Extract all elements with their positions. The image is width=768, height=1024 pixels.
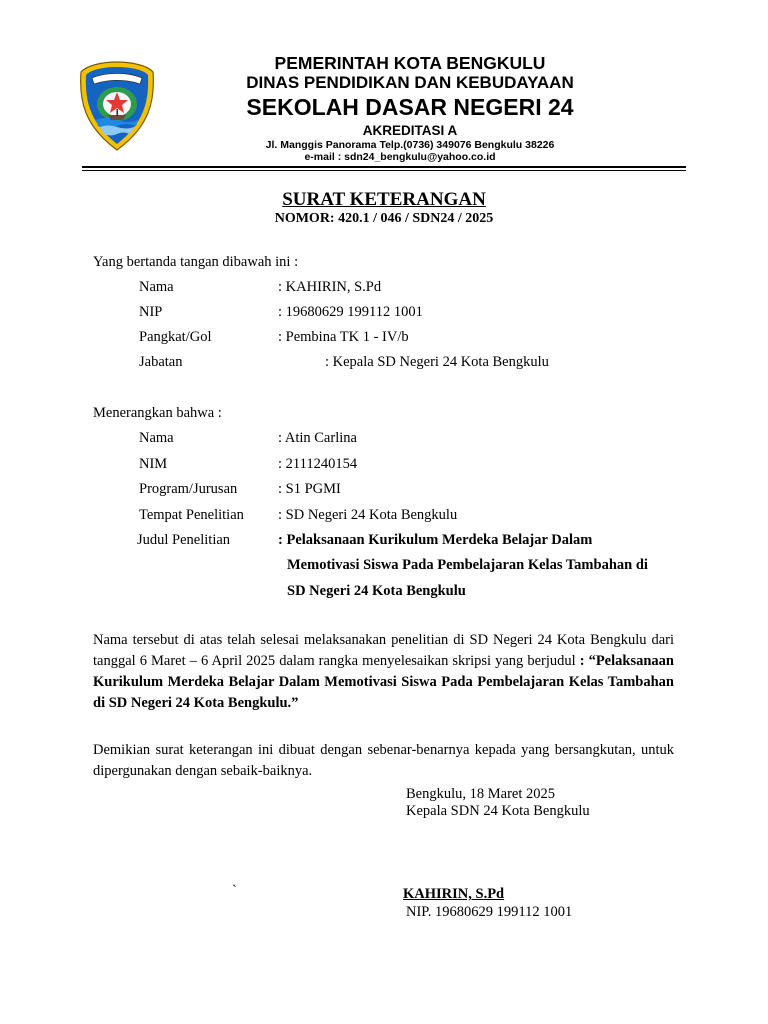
closing-paragraph: Demikian surat keterangan ini dibuat dengan sebenar-benarnya kepada yang bersangkutan, untuk dipergunakan dengan sebaik-baiknya. (93, 742, 674, 779)
statement-paragraph-title: : “Pelaksanaan Kurikulum Merdeka Belajar Dalam Memotivasi Siswa Pada Pembelajaran Kelas Tambahan di SD Negeri 24 Kota Bengkulu.” (93, 653, 674, 711)
research-place-value: : SD Negeri 24 Kota Bengkulu (278, 507, 458, 523)
signer-rank-value: : Pembina TK 1 - IV/b (278, 329, 409, 345)
letterhead-department: DINAS PENDIDIKAN DAN KEBUDAYAAN (246, 73, 574, 92)
signer-name-label: Nama (139, 279, 174, 295)
signer-nip-label: NIP (139, 304, 163, 320)
signer-position-value: : Kepala SD Negeri 24 Kota Bengkulu (325, 354, 549, 370)
intro-text: Yang bertanda tangan dibawah ini : (93, 254, 299, 270)
letter-title-text: SURAT KETERANGAN (282, 189, 486, 210)
bengkulu-city-emblem-icon (78, 60, 156, 152)
student-name-value: : Atin Carlina (278, 430, 357, 446)
letter-number: NOMOR: 420.1 / 046 / SDN24 / 2025 (274, 211, 494, 226)
student-program-value: : S1 PGMI (278, 481, 341, 497)
letter-title (0, 189, 768, 212)
letterhead-school-name: SEKOLAH DASAR NEGERI 24 (246, 94, 574, 120)
research-title-label: Judul Penelitian (137, 532, 231, 548)
letterhead-government: PEMERINTAH KOTA BENGKULU (274, 53, 546, 73)
signer-rank-label: Pangkat/Gol (139, 329, 212, 345)
signature-nip: NIP. 19680629 199112 1001 (406, 904, 573, 920)
student-nim-value: : 2111240154 (278, 456, 358, 472)
research-title-line-1 (278, 532, 592, 549)
signer-title: Kepala SDN 24 Kota Bengkulu (406, 803, 590, 819)
letterhead-email: e-mail : sdn24_bengkulu@yahoo.co.id (304, 151, 496, 163)
student-name-label: Nama (139, 430, 174, 446)
signature-name: KAHIRIN, S.Pd (403, 886, 505, 902)
student-program-label: Program/Jurusan (139, 481, 238, 497)
menerangkan-text: Menerangkan bahwa : (93, 405, 222, 421)
statement-paragraph-text: Nama tersebut di atas telah selesai melaksanakan penelitian di SD Negeri 24 Kota Bengkulu dari tanggal 6 Maret – 6 April 2025 dalam rangka menyelesaikan skripsi yang berjudul (93, 632, 674, 669)
research-title-colon: : (278, 532, 287, 548)
research-title-line-2: Memotivasi Siswa Pada Pembelajaran Kelas Tambahan di (287, 557, 648, 573)
research-title-line-3: SD Negeri 24 Kota Bengkulu (287, 583, 466, 599)
signer-position-label: Jabatan (139, 354, 183, 370)
letterhead-accreditation: AKREDITASI A (362, 123, 458, 138)
student-nim-label: NIM (139, 456, 168, 472)
research-place-label: Tempat Penelitian (139, 507, 244, 523)
signer-nip-value: : 19680629 199112 1001 (278, 304, 423, 320)
letterhead-address: Jl. Manggis Panorama Telp.(0736) 349076 Bengkulu 38226 (265, 139, 555, 151)
statement-paragraph (93, 630, 674, 714)
stray-mark: ` (232, 883, 237, 899)
letterhead-divider (82, 166, 686, 168)
research-title-text-1: Pelaksanaan Kurikulum Merdeka Belajar Dalam (286, 532, 593, 548)
signer-name-value: : KAHIRIN, S.Pd (278, 279, 382, 295)
letterhead-divider-thin (82, 170, 686, 171)
place-date: Bengkulu, 18 Maret 2025 (406, 786, 556, 802)
